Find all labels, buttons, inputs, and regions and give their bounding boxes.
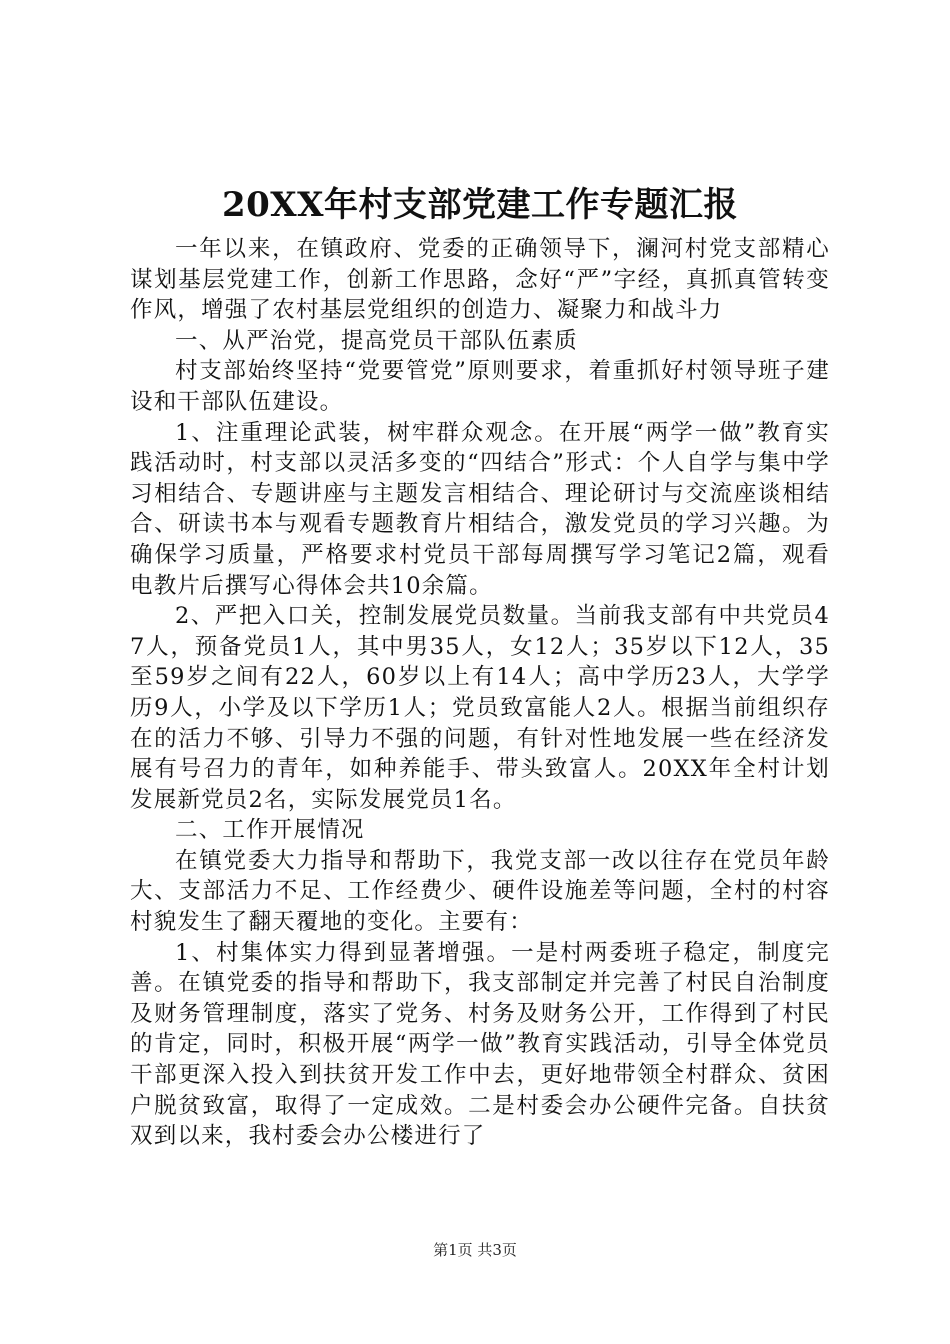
section-1-item-2: 2、严把入口关，控制发展党员数量。当前我支部有中共党员47人，预备党员1人，其中男35人，女12人；35岁以下12人，35至59岁之间有22人，60岁以上有14人；高中学历23人，大学学历9人，小学及以下学历1人；党员致富能人2人。根据当前组织存在的活力不够、引导力不强的问题，有针对性地发展一些在经济发展有号召力的青年，如种养能手、带头致富人。20XX年全村计划发展新党员2名，实际发展党员1名。 — [130, 603, 830, 813]
page-footer: 第1页 共3页 — [433, 1241, 517, 1259]
section-heading-1: 一、从严治党，提高党员干部队伍素质 — [175, 327, 578, 354]
document-title: 20XX年村支部党建工作专题汇报 — [221, 185, 739, 225]
intro-paragraph: 一年以来，在镇政府、党委的正确领导下，澜河村党支部精心谋划基层党建工作，创新工作思路，念好“严”字经，真抓真管转变作风，增强了农村基层党组织的创造力、凝聚力和战斗力 — [130, 236, 830, 324]
section-1-item-1: 1、注重理论武装，树牢群众观念。在开展“两学一做”教育实践活动时，村支部以灵活多变的“四结合”形式：个人自学与集中学习相结合、专题讲座与主题发言相结合、理论研讨与交流座谈相结合、研读书本与观看专题教育片相结合，激发党员的学习兴趣。为确保学习质量，严格要求村党员干部每周撰写学习笔记2篇，观看电教片后撰写心得体会共10余篇。 — [130, 419, 830, 599]
document-page — [130, 180, 830, 1152]
section-2-item-1: 1、村集体实力得到显著增强。一是村两委班子稳定，制度完善。在镇党委的指导和帮助下，我支部制定并完善了村民自治制度及财务管理制度，落实了党务、村务及财务公开，工作得到了村民的肯定，同时，积极开展“两学一做”教育实践活动，引导全体党员干部更深入投入到扶贫开发工作中去，更好地带领全村群众、贫困户脱贫致富，取得了一定成效。二是村委会办公硬件完备。自扶贫双到以来，我村委会办公楼进行了 — [130, 939, 830, 1150]
section-heading-2: 二、工作开展情况 — [175, 817, 365, 844]
section-2-paragraph: 在镇党委大力指导和帮助下，我党支部一改以往存在党员年龄大、支部活力不足、工作经费少、硬件设施差等问题，全村的村容村貌发生了翻天覆地的变化。主要有： — [130, 847, 830, 936]
section-1-paragraph: 村支部始终坚持“党要管党”原则要求，着重抓好村领导班子建设和干部队伍建设。 — [130, 358, 830, 415]
